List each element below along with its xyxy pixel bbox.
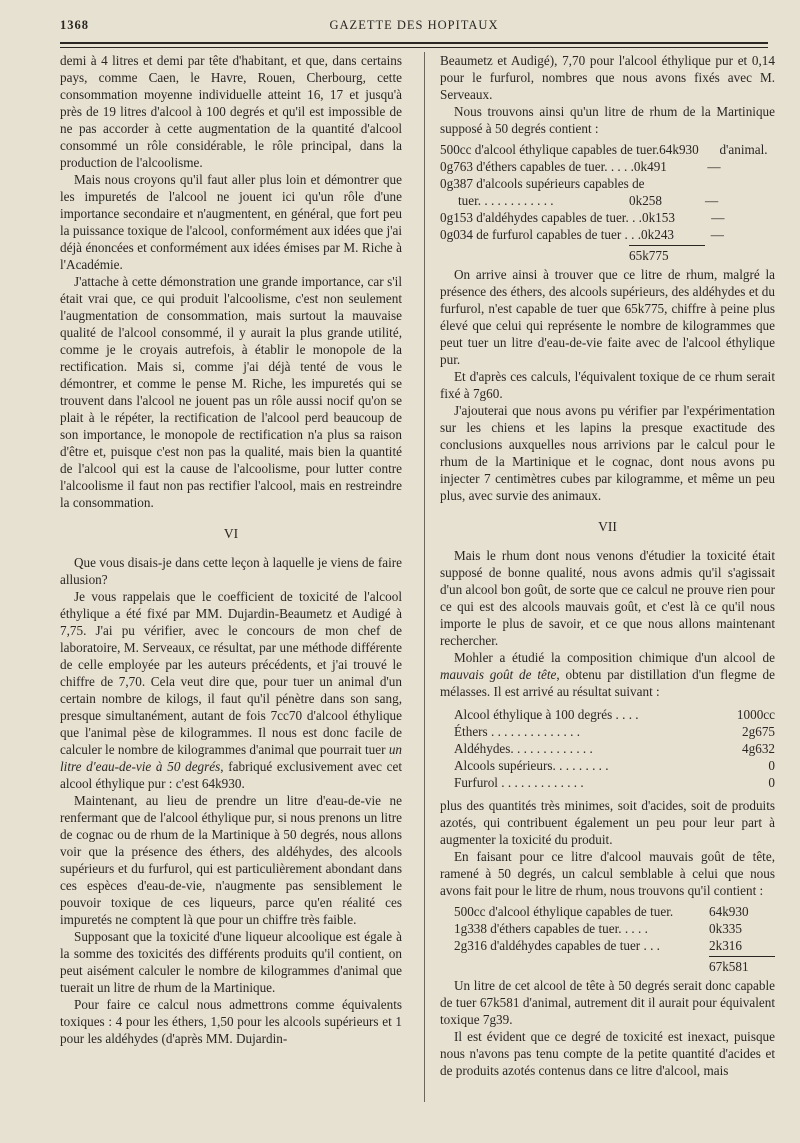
table-row bbox=[440, 937, 775, 954]
page-number: 1368 bbox=[60, 18, 89, 32]
paragraph: Pour faire ce calcul nous admettrons comme équivalents toxiques : 4 pour les éthers, 1,50 pour les alcools supérieurs et 1 pour les aldéhydes (d'après MM. Dujardin- bbox=[60, 997, 402, 1046]
table-row bbox=[440, 158, 775, 175]
table-row bbox=[440, 141, 775, 158]
tete-toxicity-table bbox=[440, 903, 775, 975]
paragraph: Et d'après ces calculs, l'équivalent toxique de ce rhum serait fixé à 7g60. bbox=[440, 369, 775, 401]
row-value: 0k491 bbox=[633, 159, 667, 174]
paragraph: En faisant pour ce litre d'alcool mauvais goût de tête, ramené à 50 degrés, un calcul semblable à celui que nous avons fait pour le litre de rhum, nous trouvons qu'il contient : bbox=[440, 849, 775, 898]
header-rule bbox=[60, 42, 768, 48]
table-total-row bbox=[440, 245, 775, 264]
row-label: Alcools supérieurs. . . . . . . . . bbox=[454, 758, 609, 773]
paragraph: Beaumetz et Audigé), 7,70 pour l'alcool éthylique pur et 0,14 pour le furfurol, nombres que nous avons fixés avec M. Serveaux. bbox=[440, 53, 775, 102]
paragraph: On arrive ainsi à trouver que ce litre de rhum, malgré la présence des éthers, des alcools supérieurs, des aldéhydes et du furfurol, n'est capable de tuer que 65k775, chiffre à peine plus élevé que celui qui représente le nombre de kilogrammes que peut tuer un litre d'eau-de-vie faite avec de l'alcool éthylique pur. bbox=[440, 267, 775, 367]
row-label: 2g316 d'aldéhydes capables de tuer . . . bbox=[454, 938, 660, 953]
table-total: 67k581 bbox=[709, 956, 775, 975]
row-value: 64k930 bbox=[709, 904, 749, 919]
rhum-toxicity-table bbox=[440, 141, 775, 264]
paragraph: plus des quantités très minimes, soit d'acides, soit de produits azotés, qui contribuent également un peu pour leur part à augmenter la toxicité du produit. bbox=[440, 798, 775, 847]
table-row bbox=[440, 920, 775, 937]
paragraph-text: , obtenu par distillation d'un flegme de mélasses. Il est arrivé au résultat suivant : bbox=[440, 667, 775, 699]
row-label: 0g153 d'aldéhydes capables de tuer. . . bbox=[440, 210, 642, 225]
table-row bbox=[454, 740, 775, 757]
row-label: Éthers . . . . . . . . . . . . . . bbox=[454, 724, 581, 739]
row-label: Furfurol . . . . . . . . . . . . . bbox=[454, 775, 584, 790]
right-column bbox=[440, 52, 775, 1079]
table-row bbox=[454, 706, 775, 723]
row-value: 0k335 bbox=[709, 921, 742, 936]
row-label: 500cc d'alcool éthylique capables de tuer. bbox=[454, 904, 674, 919]
paragraph: Nous trouvons ainsi qu'un litre de rhum de la Martinique supposé à 50 degrés contient : bbox=[440, 104, 775, 136]
row-label: 500cc d'alcool éthylique capables de tuer. bbox=[440, 142, 660, 157]
row-label: 0g387 d'alcools supérieurs capables de bbox=[440, 176, 645, 191]
paragraph bbox=[440, 649, 775, 700]
paragraph: Un litre de cet alcool de tête à 50 degrés serait donc capable de tuer 67k581 d'animal, autrement dit il aurait pour équivalent toxique 7g39. bbox=[440, 978, 775, 1027]
paragraph bbox=[60, 588, 402, 792]
journal-title: GAZETTE DES HOPITAUX bbox=[329, 18, 499, 32]
row-label: Aldéhydes. . . . . . . . . . . . . bbox=[454, 741, 593, 756]
table-total: 65k775 bbox=[629, 245, 705, 264]
row-value: 0 bbox=[768, 758, 775, 773]
row-effect: — bbox=[705, 193, 719, 208]
table-row bbox=[454, 757, 775, 774]
table-row bbox=[454, 774, 775, 791]
paragraph-text: , fabriqué exclusivement avec cet alcool éthylique pur : c'est 64k930. bbox=[60, 759, 402, 791]
left-column bbox=[60, 52, 402, 1047]
table-row bbox=[440, 226, 775, 243]
section-heading-vi: VI bbox=[223, 526, 239, 541]
italic-phrase: mauvais goût de tête bbox=[440, 667, 557, 682]
row-value: 2k316 bbox=[709, 938, 742, 953]
table-row bbox=[440, 192, 775, 209]
table-row bbox=[440, 903, 775, 920]
row-value: 0 bbox=[768, 775, 775, 790]
row-label: 0g034 de furfurol capables de tuer . . . bbox=[440, 227, 642, 242]
paragraph: Supposant que la toxicité d'une liqueur alcoolique est égale à la somme des toxicités des différents produits qu'il contient, on peut aisément calculer le nombre de kilogrammes d'animal que tuerait un litre de rhum de la Martinique. bbox=[60, 929, 402, 995]
italic-phrase: un litre d'eau-de-vie à 50 degrés bbox=[60, 742, 402, 774]
paragraph: J'ajouterai que nous avons pu vérifier par l'expérimentation sur les chiens et les lapins la presque exactitude des conclusions auxquelles nous arrivions par le calcul pour le rhum de la Martinique et le cognac, dont nous avons pu injecter 7 centimètres cubes par kilogramme, et même un peu plus, avec survie des animaux. bbox=[440, 403, 775, 503]
row-label: tuer. . . . . . . . . . . . bbox=[458, 193, 554, 208]
paragraph-text: Mohler a étudié la composition chimique d'un alcool de bbox=[454, 650, 775, 665]
row-value: 64k930 bbox=[659, 142, 699, 157]
paragraph-text: Je vous rappelais que le coefficient de toxicité de l'alcool éthylique a été fixé par MM. Dujardin-Beaumetz et Audigé à 7,75. J'ai pu vérifier, avec le concours de mon chef de laboratoire, M. Serveaux, ce résultat, par une méthode différente de celle employée par les auteurs précédents, et j'ai trouvé le chiffre de 7,70. Cela veut dire que, pour tuer un animal d'un certain nombre de kilogs, il faut qu'il pénètre dans son sang, presque simultanément, autant de fois 7cc70 d'alcool éthylique que l'animal pèse de kilogrammes. Il nous est donc facile de calculer le nombre de kilogrammes d'animal que pourrait tuer bbox=[60, 589, 402, 757]
section-heading-vii: VII bbox=[598, 519, 617, 534]
row-effect: — bbox=[711, 210, 725, 225]
column-divider bbox=[424, 52, 425, 1102]
table-row bbox=[440, 175, 775, 192]
row-effect: — bbox=[707, 159, 721, 174]
table-row bbox=[440, 209, 775, 226]
table-total-row bbox=[440, 956, 775, 975]
paragraph: demi à 4 litres et demi par tête d'habitant, et que, dans certains pays, comme Caen, le Havre, Rouen, Cherbourg, cette consommation moyenne individuelle atteint 16, 17 et jusqu'à près de 19 litres d'alcool à 100 degrés et qu'il est impossible de ne pas accorder à cette augmentation de la quantité d'alcool consommé un rôle considérable, le rôle principal, dans la production de l'alcoolisme. bbox=[60, 53, 402, 170]
row-value: 2g675 bbox=[742, 724, 775, 739]
paragraph: Que vous disais-je dans cette leçon à laquelle je viens de faire allusion? bbox=[60, 555, 402, 587]
row-label: Alcool éthylique à 100 degrés . . . . bbox=[454, 707, 639, 722]
page-header bbox=[60, 14, 768, 36]
row-value: 0k258 bbox=[629, 193, 662, 208]
row-value: 4g632 bbox=[742, 741, 775, 756]
paragraph: J'attache à cette démonstration une grande importance, car s'il était vrai que, ce qui produit l'alcoolisme, c'est non seulement l'augmentation de consommation, mais surtout la mauvaise qualité de l'alcool consommé, il y aurait la plus grande utilité, comme je le croyais autrefois, à établir le monopole de la rectification. Mais si, comme j'ai déjà tenté de vous le démontrer, et comme le pense M. Riche, les impuretés qui se trouvent dans l'alcool ne jouent pas un rôle aussi nocif qu'on se plait à le répéter, la rectification de l'alcool perd beaucoup de son importance, le monopole de rectification n'a plus sa raison d'être et, puisque c'est non pas la qualité, mais bien la quantité de l'alcool qui est la cause de l'alcoolisme, pour lutter contre l'alcoolisme il faut non pas rectifier l'alcool, mais en restreindre la consommation. bbox=[60, 274, 402, 510]
row-effect: — bbox=[710, 227, 724, 242]
composition-table bbox=[454, 706, 775, 791]
row-label: 1g338 d'éthers capables de tuer. . . . . bbox=[454, 921, 648, 936]
row-effect: d'animal. bbox=[719, 142, 768, 157]
paragraph: Mais nous croyons qu'il faut aller plus loin et démontrer que les impuretés de l'alcool ne jouent ici qu'un rôle d'une importance secondaire et n'augmentent, en général, que fort peu la puissance toxique de l'alcool, conformément aux idées que j'ai déjà énoncées et conformément aux idées émises par M. Riche à l'Académie. bbox=[60, 172, 402, 272]
row-value: 1000cc bbox=[736, 707, 775, 722]
paragraph: Maintenant, au lieu de prendre un litre d'eau-de-vie ne renfermant que de l'alcool éthylique pur, si nous prenons un litre de cognac ou de rhum de la Martinique à 50 degrés, nous allons voir que la présence des éthers, des aldéhydes, des alcools supérieurs et du furfurol, qui est particulièrement abondant dans ces espèces d'eau-de-vie, n'augmente pas sensiblement le pouvoir toxique de ces liqueurs, parce qu'en réalité ces impuretés ne comptent là que pour un chiffre très faible. bbox=[60, 793, 402, 927]
row-value: 0k243 bbox=[641, 227, 675, 242]
paragraph: Mais le rhum dont nous venons d'étudier la toxicité était supposé de bonne qualité, nous avons admis qu'il s'agissait d'un alcool bon goût, de sorte que ce calcul ne prouve rien pour ce qui est des alcools mauvais goût, et c'est là ce qu'il nous importe le plus de savoir, et ce que nous allons maintenant rechercher. bbox=[440, 548, 775, 648]
row-value: 0k153 bbox=[641, 210, 675, 225]
paragraph: Il est évident que ce degré de toxicité est inexact, puisque nous n'avons pas tenu compte de la petite quantité d'acides et de produits azotés contenus dans ce litre d'alcool, mais bbox=[440, 1029, 775, 1078]
table-row bbox=[454, 723, 775, 740]
row-label: 0g763 d'éthers capables de tuer. . . . . bbox=[440, 159, 634, 174]
